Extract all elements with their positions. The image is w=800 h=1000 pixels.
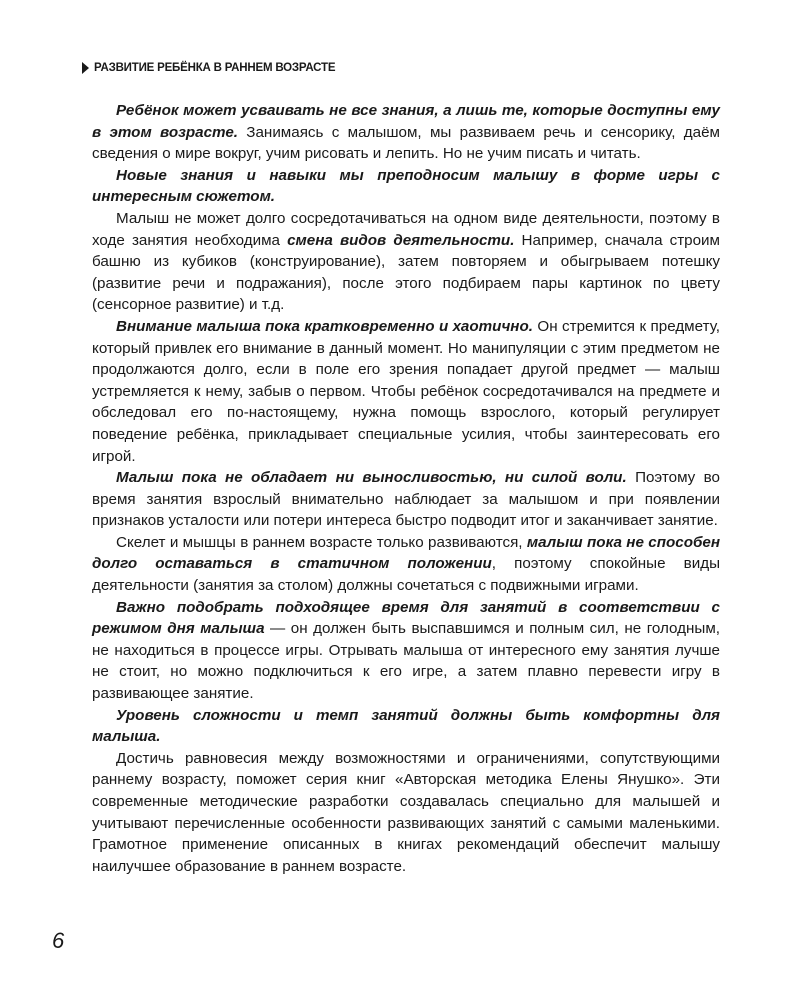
paragraph-text: Он стремится к предмету, который привлек его внимание в данный момент. Но манипуляции с этим предметом не продолжаются долго, если в поле его зрения попадает другой предмет — малыш устремляется к нему, забыв о первом. Чтобы ребёнок сосредотачивался на предмете и обследовал его по-настоящему, нужна помощь взрослого, который регулирует поведение ребёнка, прикладывает специальные усилия, чтобы заинтересовать его игрой. xyxy=(92,317,720,465)
paragraph-5 xyxy=(92,467,720,532)
emphasis: Внимание малыша пока кратковременно и хаотично. xyxy=(116,317,533,335)
paragraph-text: Поэтому во время занятия взрослый внимательно наблюдает за малышом и при появлении признаков усталости или потери интереса быстро подводит итог и заканчивает занятие. xyxy=(92,469,721,530)
emphasis: Важно подобрать подходящее время для занятий в соответствии с режимом дня малыша xyxy=(92,598,720,638)
running-header-title: РАЗВИТИЕ РЕБЁНКА В РАННЕМ ВОЗРАСТЕ xyxy=(94,62,336,74)
paragraph-3 xyxy=(92,208,720,316)
paragraph-text: Занимаясь с малышом, мы развиваем речь и сенсорику, даём сведения о мире вокруг, учим рисовать и лепить. Но не учим писать и читать. xyxy=(92,123,720,163)
paragraph-2 xyxy=(92,165,720,208)
paragraph-text: Достичь равновесия между возможностями и ограничениями, сопутствующими раннему возрасту, поможет серия книг «Авторская методика Елены Янушко». Эти современные методические разработки создавалась специально для малышей и учитывают перечисленные особенности развивающих занятий с самыми маленькими. Грамотное применение описанных в книгах рекомендаций обеспечит малышу наилучшее образование в раннем возрасте. xyxy=(92,749,720,875)
paragraph-text: Например, сначала строим башню из кубиков (конструирование), затем повторяем и обыгрываем потешку (развитие речи и подражания), после этого подбираем пары картинок по цвету (сенсорное развитие) и т.д. xyxy=(92,231,720,314)
emphasis: смена видов деятельности. xyxy=(287,231,515,249)
emphasis: Ребёнок может усваивать не все знания, а лишь те, которые доступны ему в этом возрасте. xyxy=(92,102,720,141)
paragraph-text: Малыш не может долго сосредотачиваться на одном виде деятельности, поэтому в ходе занятия необходима xyxy=(92,209,720,249)
paragraph-6 xyxy=(92,532,720,597)
emphasis: малыш пока не способен долго оставаться в статичном положении xyxy=(92,533,720,573)
paragraph-text: — он должен быть выспавшимся и полным сил, не голодным, не находиться в процессе игры. Отрывать малыша от интересного ему занятия лучше не стоит, но можно подключиться к его игре, а затем плавно перевести игру в развивающее занятие. xyxy=(92,620,720,703)
page-number: 6 xyxy=(52,928,65,953)
paragraph-7 xyxy=(92,597,720,705)
emphasis: Малыш пока не обладает ни выносливостью, ни силой воли. xyxy=(116,469,627,487)
body-text xyxy=(92,100,720,877)
paragraph-text: Скелет и мышцы в раннем возрасте только развиваются, xyxy=(116,533,527,551)
paragraph-8 xyxy=(92,705,720,748)
paragraph-9 xyxy=(92,748,720,878)
paragraph-4 xyxy=(92,316,720,467)
running-header xyxy=(82,62,335,74)
paragraph-text: , поэтому спокойные виды деятельности (занятия за столом) должны сочетаться с подвижными играми. xyxy=(92,555,720,595)
emphasis: Новые знания и навыки мы преподносим малышу в форме игры с интересным сюжетом. xyxy=(92,166,720,206)
emphasis: Уровень сложности и темп занятий должны быть комфортны для малыша. xyxy=(92,706,720,746)
triangle-bullet-icon xyxy=(82,62,89,74)
paragraph-1 xyxy=(92,100,720,165)
